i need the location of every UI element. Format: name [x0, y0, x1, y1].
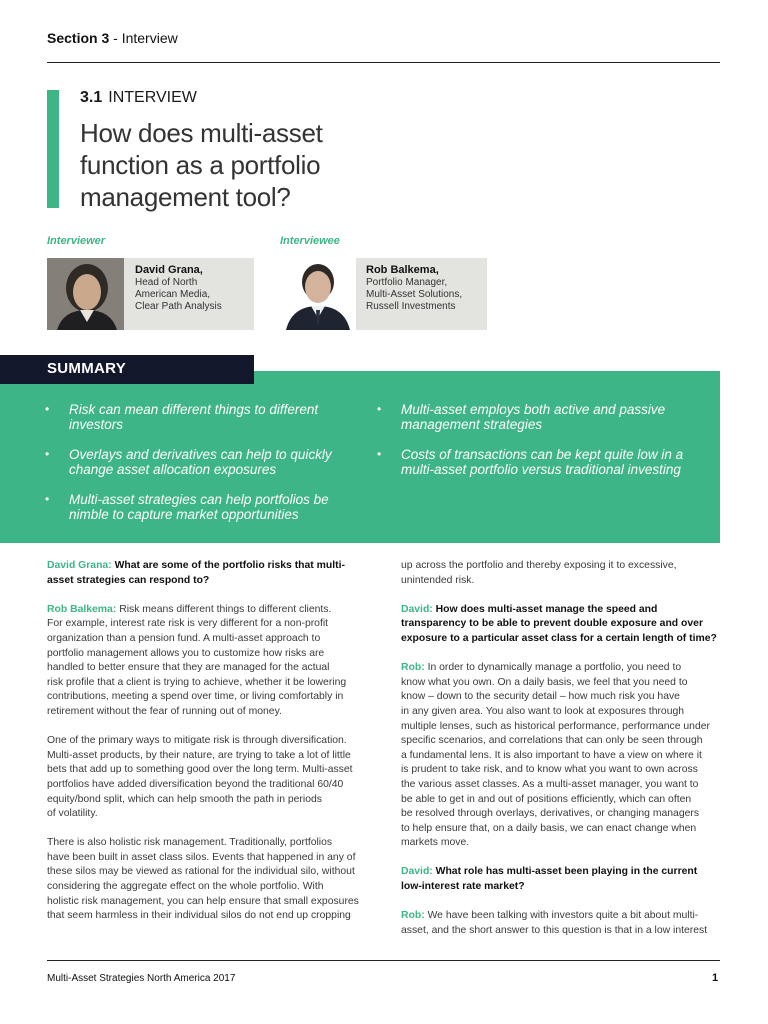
body-column-right: [401, 559, 731, 953]
interviewer-card: [47, 258, 254, 330]
text-line: retirement without the fear of running out of money.: [47, 705, 282, 717]
interview-paragraph: [47, 734, 377, 822]
interviewer-title-line: Clear Path Analysis: [135, 301, 222, 312]
text-line: In order to dynamically manage a portfolio, you need to: [427, 662, 682, 674]
text-line: these silos may be viewed as rational for the individual silo, without: [47, 866, 355, 878]
text-line: know – down to the security detail – how much risk you have: [401, 691, 680, 703]
text-line: contributions, meeting a spend over time, or living comfortably in: [47, 691, 344, 703]
text-line: handled to better ensure that they are managed for the actual: [47, 662, 330, 674]
interview-paragraph: [401, 661, 731, 851]
bullet-icon: •: [45, 492, 50, 506]
summary-bullet: • Costs of transactions can be kept quite low in a multi-asset portfolio versus traditional investing: [377, 447, 684, 477]
footer-publication: Multi-Asset Strategies North America 2017: [47, 973, 236, 984]
text-line: have been built in asset class silos. Events that happened in any of: [47, 851, 356, 863]
text-line: Risk means different things to different clients.: [119, 603, 332, 615]
speaker-name: Rob:: [401, 910, 425, 922]
interviewee-name: Rob Balkema,: [366, 264, 439, 276]
text-line: What role has multi-asset been playing in the current: [435, 866, 698, 878]
text-line: low-interest rate market?: [401, 881, 525, 893]
text-line: transparency to be able to prevent double exposure and over: [401, 618, 703, 630]
text-line: Multi-asset products, by their nature, are trying to take a lot of little: [47, 749, 351, 761]
text-line: holistic risk management, you can help ensure that small exposures: [47, 895, 359, 907]
interview-paragraph: [47, 603, 377, 720]
text-line: considering the aggregate effect on the whole portfolio. With: [47, 881, 324, 893]
speaker-name: David:: [401, 603, 433, 615]
text-line: asset, and the short answer to this question is that in a low interest: [401, 924, 708, 936]
text-line: risk profile that a client is trying to achieve, whether it be lowering: [47, 676, 347, 688]
section-header: [47, 30, 178, 46]
text-line: specific scenarios, and correlations that can only be seen through: [401, 735, 703, 747]
text-line: be able to get in and out of positions efficiently, which can often: [401, 793, 692, 805]
interviewer-label: Interviewer: [47, 235, 106, 247]
text-line: For example, interest rate risk is very different for a non-profit: [47, 618, 329, 630]
text-line: to help ensure that, on a daily basis, we can enact change when: [401, 822, 697, 834]
text-line: portfolio management allows you to customize how risks are: [47, 647, 325, 659]
summary-bullet: • Risk can mean different things to different investors: [45, 402, 319, 432]
text-line: the various asset classes. As a multi-asset manager, you want to: [401, 778, 699, 790]
summary-bullet: • Multi-asset employs both active and passive management strategies: [377, 402, 666, 432]
interview-paragraph: [401, 559, 731, 588]
header-divider: [47, 62, 720, 63]
page-title: How does multi-asset function as a portfolio management tool?: [80, 118, 323, 212]
interview-question: [401, 865, 731, 894]
subsection-label: INTERVIEW: [108, 89, 197, 106]
text-line: markets move.: [401, 837, 470, 849]
text-line: a fundamental lens. It is also important to have a view on where it: [401, 749, 702, 761]
interviewee-title-line: Portfolio Manager,: [366, 277, 448, 288]
text-line: of volatility.: [47, 808, 98, 820]
subsection-number: 3.1: [80, 89, 103, 106]
text-line: equity/bond split, which can help smooth the path in periods: [47, 793, 322, 805]
text-line: in any given area. You also want to look at exposures through: [401, 705, 685, 717]
interviewee-label: Interviewee: [280, 235, 340, 247]
section-separator: -: [109, 30, 122, 46]
summary-bullet: • Multi-asset strategies can help portfolios be nimble to capture market opportunities: [45, 492, 329, 522]
text-line: up across the portfolio and thereby exposing it to excessive,: [401, 560, 677, 571]
text-line: What are some of the portfolio risks that multi-: [114, 560, 345, 571]
interviewee-card: [280, 258, 487, 330]
text-line: We have been talking with investors quite a bit about multi-: [427, 910, 699, 922]
bullet-icon: •: [45, 447, 50, 461]
text-line: be resolved through overlays, derivatives, or changing managers: [401, 808, 700, 820]
page-number: 1: [712, 972, 719, 984]
bullet-icon: •: [377, 447, 382, 461]
interview-question: [401, 603, 731, 647]
bullet-icon: •: [377, 402, 382, 416]
interviewer-photo: [47, 258, 124, 330]
interviewee-photo: [280, 258, 356, 330]
title-accent-bar: [47, 90, 59, 208]
interviewer-title-line: American Media,: [135, 289, 211, 300]
interview-question: [47, 559, 377, 588]
text-line: There is also holistic risk management. Traditionally, portfolios: [47, 837, 333, 849]
speaker-name: David:: [401, 866, 433, 878]
speaker-name: David Grana:: [47, 560, 112, 571]
text-line: unintended risk.: [401, 574, 475, 586]
bullet-icon: •: [45, 402, 50, 416]
text-line: How does multi-asset manage the speed and: [435, 603, 658, 615]
interviewer-name: David Grana,: [135, 264, 203, 276]
speaker-name: Rob:: [401, 662, 425, 674]
interviewee-title-line: Multi-Asset Solutions,: [366, 289, 463, 300]
text-line: exposure to a particular asset class for a certain length of time?: [401, 632, 717, 644]
text-line: One of the primary ways to mitigate risk is through diversification.: [47, 735, 347, 747]
subsection-heading: [80, 89, 197, 107]
interview-paragraph: [47, 836, 377, 924]
text-line: is prudent to take risk, and to know what you want to own across: [401, 764, 698, 776]
text-line: multiple lenses, such as historical performance, performance under: [401, 720, 710, 732]
section-number: Section 3: [47, 30, 110, 46]
text-line: organization than a pension fund. A multi-asset approach to: [47, 632, 321, 644]
speaker-name: Rob Balkema:: [47, 603, 117, 615]
text-line: that seem harmless in their individual silos do not end up cropping: [47, 910, 351, 922]
interviewee-title-line: Russell Investments: [366, 301, 456, 312]
interviewer-title-line: Head of North: [135, 277, 198, 288]
interview-paragraph: [401, 909, 731, 938]
text-line: asset strategies can respond to?: [47, 574, 210, 586]
footer-divider: [47, 960, 720, 961]
text-line: know what you own. On a daily basis, we feel that you need to: [401, 676, 688, 688]
text-line: bets that add up to something good over the long term. Multi-asset: [47, 764, 353, 776]
summary-bullet: • Overlays and derivatives can help to quickly change asset allocation exposures: [45, 447, 332, 477]
body-column-left: [47, 559, 377, 938]
summary-title: SUMMARY: [47, 360, 127, 377]
section-label: Interview: [121, 30, 178, 46]
text-line: portfolios have added diversification beyond the traditional 60/40: [47, 778, 344, 790]
summary-tab: [0, 355, 254, 384]
